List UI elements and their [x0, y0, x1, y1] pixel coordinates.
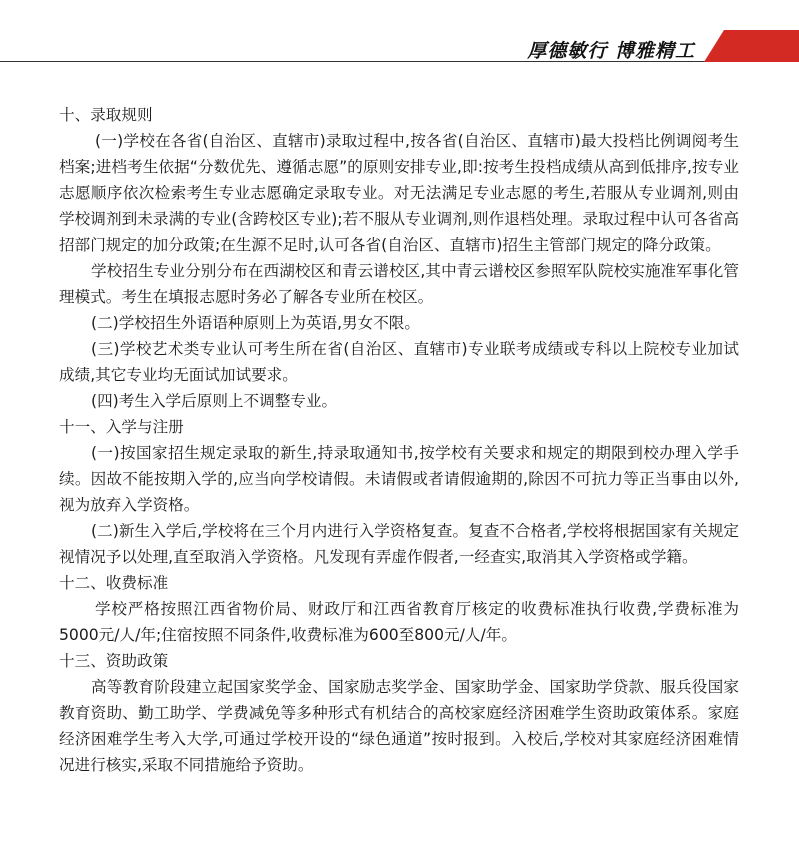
section-heading-financial-aid: 十三、资助政策 [59, 652, 169, 670]
paragraph: (三)学校艺术类专业认可考生所在省(自治区、直辖市)专业联考成绩或专科以上院校专业加试成绩,其它专业均无面试加试要求。 [59, 340, 739, 384]
paragraph: 学校招生专业分别分布在西湖校区和青云谱校区,其中青云谱校区参照军队院校实施准军事化管理模式。考生在填报志愿时务必了解各专业所在校区。 [59, 262, 739, 306]
page-header [0, 0, 799, 80]
paragraph: (四)考生入学后原则上不调整专业。 [91, 392, 338, 410]
section-heading-enrollment: 十一、入学与注册 [59, 418, 184, 436]
paragraph: (二)学校招生外语语种原则上为英语,男女不限。 [91, 314, 420, 332]
paragraph: 学校严格按照江西省物价局、财政厅和江西省教育厅核定的收费标准执行收费,学费标准为5000元/人/年;住宿按照不同条件,收费标准为600至800元/人/年。 [59, 600, 739, 644]
paragraph: (二)新生入学后,学校将在三个月内进行入学资格复查。复查不合格者,学校将根据国家有关规定视情况予以处理,直至取消入学资格。凡发现有弄虚作假者,一经查实,取消其入学资格或学籍。 [59, 522, 739, 566]
paragraph: (一)按国家招生规定录取的新生,持录取通知书,按学校有关要求和规定的期限到校办理入学手续。因故不能按期入学的,应当向学校请假。未请假或者请假逾期的,除因不可抗力等正当事由以外,视为放弃入学资格。 [59, 444, 739, 514]
document-body [59, 102, 739, 778]
paragraph: (一)学校在各省(自治区、直辖市)录取过程中,按各省(自治区、直辖市)最大投档比例调阅考生档案;进档考生依据“分数优先、遵循志愿”的原则安排专业,即:按考生投档成绩从高到低排序,按专业志愿顺序依次检索考生专业志愿确定录取专业。对无法满足专业志愿的考生,若服从专业调剂,则由学校调剂到未录满的专业(含跨校区专业);若不服从专业调剂,则作退档处理。录取过程中认可各省高招部门规定的加分政策;在生源不足时,认可各省(自治区、直辖市)招生主管部门规定的降分政策。 [59, 132, 739, 254]
paragraph: 高等教育阶段建立起国家奖学金、国家励志奖学金、国家助学金、国家助学贷款、服兵役国家教育资助、勤工助学、学费减免等多种形式有机结合的高校家庭经济困难学生资助政策体系。家庭经济困难学生考入大学,可通过学校开设的“绿色通道”按时报到。入校后,学校对其家庭经济困难情况进行核实,采取不同措施给予资助。 [59, 678, 739, 774]
section-heading-admission-rules: 十、录取规则 [59, 106, 153, 124]
header-accent-bar [704, 30, 799, 62]
school-motto: 厚德敏行 博雅精工 [527, 40, 695, 62]
section-heading-fees: 十二、收费标准 [59, 574, 169, 592]
